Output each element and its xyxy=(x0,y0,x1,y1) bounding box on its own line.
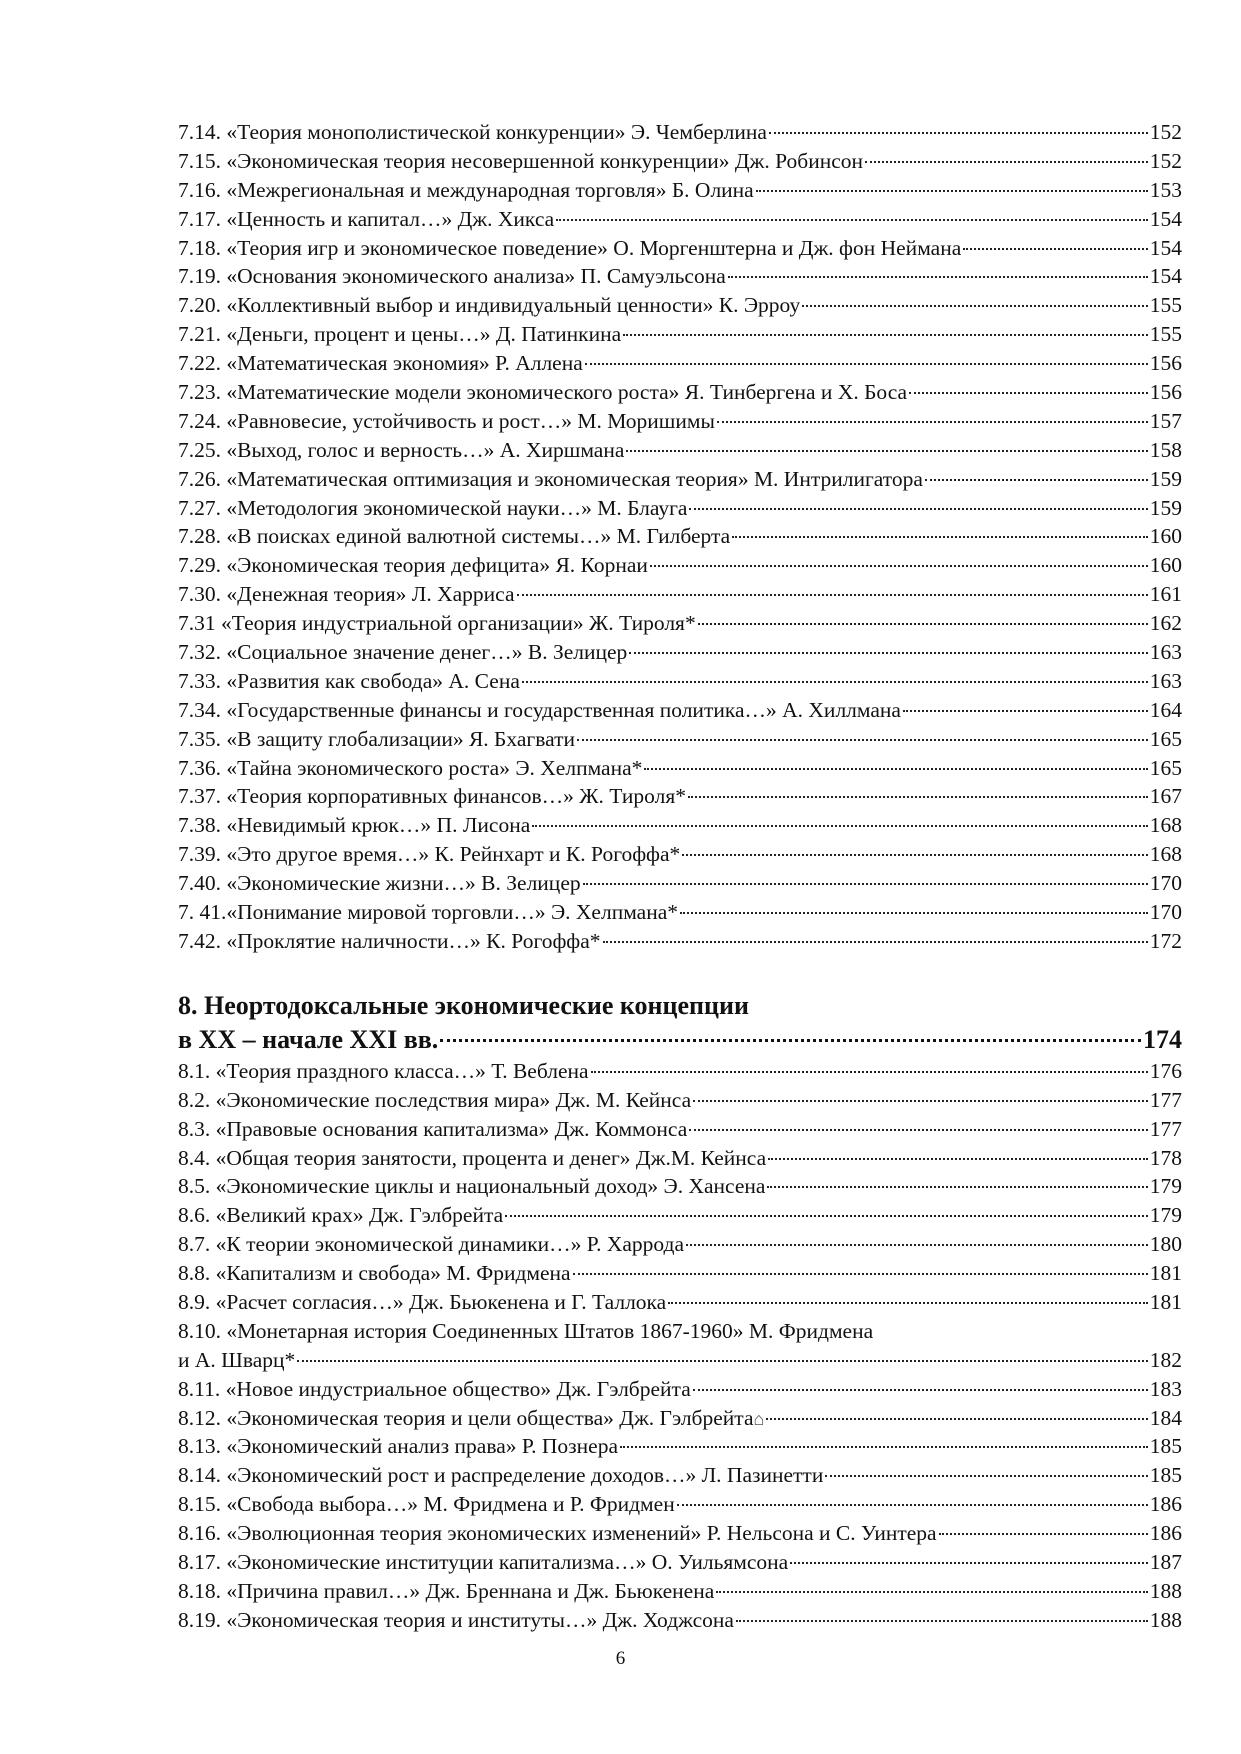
toc-entry-title: 7.31 «Теория индустриальной организации» Ж. Тироля* xyxy=(178,611,696,636)
dot-leader xyxy=(698,623,1148,625)
toc-entry-page: 157 xyxy=(1149,408,1182,433)
toc-entry xyxy=(178,580,1182,609)
toc-entry-page: 179 xyxy=(1149,1174,1182,1199)
dot-leader xyxy=(517,594,1148,596)
toc-entry-page: 185 xyxy=(1149,1463,1182,1488)
toc-entry xyxy=(178,840,1182,869)
toc-entry xyxy=(178,1259,1182,1288)
toc-entry-title: 7.23. «Математические модели экономического роста» Я. Тинбергена и Х. Боса xyxy=(178,380,908,405)
dot-leader xyxy=(693,1100,1148,1102)
toc-entry-title: 8.4. «Общая теория занятости, процента и денег» Дж.М. Кейнса xyxy=(178,1145,767,1170)
toc-entry-page: 163 xyxy=(1149,640,1182,665)
dot-leader xyxy=(620,1446,1148,1448)
toc-entry-title: 7.29. «Экономическая теория дефицита» Я. Корнаи xyxy=(178,553,648,578)
toc-entry-title: 8.16. «Эволюционная теория экономических изменений» Р. Нельсона и С. Уинтера xyxy=(178,1521,937,1546)
toc-entry xyxy=(178,234,1182,263)
toc-entry-page: 153 xyxy=(1149,177,1182,202)
toc-entry xyxy=(178,609,1182,638)
toc-entry-8-10-line2 xyxy=(178,1346,1182,1375)
toc-entry-title: 7.39. «Это другое время…» К. Рейнхарт и К. Рогоффа* xyxy=(178,842,681,867)
dot-leader xyxy=(963,248,1148,250)
toc-entry-title: 7.24. «Равновесие, устойчивость и рост…» М. Моришимы xyxy=(178,408,715,433)
toc-entry xyxy=(178,1606,1182,1635)
toc-entry-8-11 xyxy=(178,1375,1182,1404)
toc-entry-title: 8.11. «Новое индустриальное общество» Дж. Гэлбрейта xyxy=(178,1376,691,1401)
toc-entry-title: 8.5. «Экономические циклы и национальный доход» Э. Хансена xyxy=(178,1174,766,1199)
table-of-contents xyxy=(178,118,1182,1635)
dot-leader xyxy=(767,1186,1147,1188)
toc-entry xyxy=(178,667,1182,696)
dot-leader xyxy=(790,1562,1148,1564)
dot-leader xyxy=(650,565,1148,567)
toc-entry-title: 8.6. «Великий крах» Дж. Гэлбрейта xyxy=(178,1203,504,1228)
toc-entry-title: 8.17. «Экономические институции капитализма…» О. Уильямсона xyxy=(178,1549,789,1574)
toc-entry-page: 170 xyxy=(1149,871,1182,896)
toc-entry xyxy=(178,1086,1182,1115)
toc-entry-page: 177 xyxy=(1149,1116,1182,1141)
dot-leader xyxy=(717,421,1148,423)
toc-entry-title: 7.35. «В защиту глобализации» Я. Бхагвати xyxy=(178,726,575,751)
toc-entry-page: 178 xyxy=(1149,1145,1182,1170)
toc-entry xyxy=(178,436,1182,465)
toc-entry-title: 8.8. «Капитализм и свобода» М. Фридмена xyxy=(178,1261,571,1286)
toc-entry-title: 7.34. «Государственные финансы и государственная политика…» А. Хиллмана xyxy=(178,697,901,722)
toc-entry-title: 7.22. «Математическая экономия» Р. Аллена xyxy=(178,351,583,376)
toc-entry-page: 156 xyxy=(1149,380,1182,405)
toc-entry-title: 7.32. «Социальное значение денег…» В. Зелицер xyxy=(178,640,628,665)
toc-entry xyxy=(178,1230,1182,1259)
toc-entry-page: 154 xyxy=(1149,235,1182,260)
toc-entry-title: 8.10. «Монетарная история Соединенных Штатов 1867-1960» М. Фридмена xyxy=(178,1318,874,1343)
toc-entry-title: 7.18. «Теория игр и экономическое поведение» О. Моргенштерна и Дж. фон Неймана xyxy=(178,235,962,260)
section-8-heading xyxy=(178,989,1182,1057)
dot-leader xyxy=(556,219,1148,221)
dot-leader xyxy=(769,132,1148,134)
toc-entry-page: 185 xyxy=(1149,1434,1182,1459)
toc-entry-page: 165 xyxy=(1149,755,1182,780)
toc-entry-page: 152 xyxy=(1149,148,1182,173)
toc-entry-page: 184 xyxy=(1149,1405,1182,1430)
toc-entry-title: 7.40. «Экономические жизни…» В. Зелицер xyxy=(178,871,581,896)
toc-entry-title: 8.1. «Теория праздного класса…» Т. Веблена xyxy=(178,1058,589,1083)
dot-leader xyxy=(440,1039,1141,1042)
toc-entry-title: 8.9. «Расчет согласия…» Дж. Бьюкенена и Г. Таллока xyxy=(178,1289,667,1314)
toc-entry xyxy=(178,1115,1182,1144)
toc-entry xyxy=(178,1288,1182,1317)
dot-leader xyxy=(716,1591,1147,1593)
dot-leader xyxy=(825,1475,1147,1477)
toc-entry-title: 7.14. «Теория монополистической конкуренции» Э. Чемберлина xyxy=(178,120,767,144)
toc-entry-page: 156 xyxy=(1149,351,1182,376)
toc-entry-title: 7.26. «Математическая оптимизация и экономическая теория» М. Интрилигатора xyxy=(178,466,923,491)
toc-entry-page: 187 xyxy=(1149,1549,1182,1574)
toc-entry-title-text: 8.12. «Экономическая теория и цели общества» Дж. Гэлбрейта xyxy=(178,1405,754,1430)
toc-entry-title: 7.21. «Деньги, процент и цены…» Д. Патинкина xyxy=(178,322,622,347)
dot-leader xyxy=(903,710,1148,712)
dot-leader xyxy=(728,276,1148,278)
toc-entry xyxy=(178,522,1182,551)
toc-entry-page: 155 xyxy=(1149,293,1182,318)
toc-entry-title: и А. Шварц* xyxy=(178,1347,296,1372)
toc-entry-page: 181 xyxy=(1149,1261,1182,1286)
toc-entry xyxy=(178,927,1182,956)
toc-entry-page: 163 xyxy=(1149,668,1182,693)
section-7-entries xyxy=(178,118,1182,956)
toc-entry xyxy=(178,1577,1182,1606)
dot-leader xyxy=(577,739,1148,741)
dot-leader xyxy=(677,1504,1148,1506)
section-8-entries-b xyxy=(178,1432,1182,1634)
toc-entry-8-10-line1 xyxy=(178,1317,1182,1346)
page-number: 6 xyxy=(615,1648,626,1669)
toc-entry-title: 7.16. «Межрегиональная и международная торговля» Б. Олина xyxy=(178,177,754,202)
dot-leader xyxy=(686,1244,1148,1246)
toc-entry-title: 7.15. «Экономическая теория несовершенной конкуренции» Дж. Робинсон xyxy=(178,148,864,173)
toc-entry-page: 172 xyxy=(1149,928,1182,953)
dot-leader xyxy=(680,912,1148,914)
toc-entry-page: 179 xyxy=(1149,1203,1182,1228)
toc-entry xyxy=(178,1548,1182,1577)
toc-entry-page: 183 xyxy=(1149,1376,1182,1401)
toc-entry-page: 177 xyxy=(1149,1087,1182,1112)
toc-entry-page: 186 xyxy=(1149,1492,1182,1517)
toc-entry-title: 8.18. «Причина правил…» Дж. Бреннана и Дж. Бьюкенена xyxy=(178,1578,715,1603)
toc-entry-page: 154 xyxy=(1149,264,1182,289)
toc-entry xyxy=(178,1201,1182,1230)
toc-entry-page: 160 xyxy=(1149,553,1182,578)
dot-leader xyxy=(682,854,1147,856)
dot-leader xyxy=(693,1389,1148,1391)
toc-entry-page: 162 xyxy=(1149,611,1182,636)
toc-entry-title: 7.20. «Коллективный выбор и индивидуальный ценности» К. Эрроу xyxy=(178,293,801,318)
toc-entry-title: 7.25. «Выход, голос и верность…» А. Хиршмана xyxy=(178,437,625,462)
toc-entry xyxy=(178,262,1182,291)
toc-entry xyxy=(178,349,1182,378)
toc-entry xyxy=(178,782,1182,811)
toc-entry xyxy=(178,378,1182,407)
toc-entry xyxy=(178,1057,1182,1086)
dot-leader xyxy=(623,334,1148,336)
toc-entry-page: 164 xyxy=(1149,697,1182,722)
toc-entry xyxy=(178,1490,1182,1519)
dot-leader xyxy=(939,1533,1148,1535)
toc-entry xyxy=(178,205,1182,234)
toc-entry-title: 7.38. «Невидимый крюк…» П. Лисона xyxy=(178,813,531,838)
toc-entry-page: 159 xyxy=(1149,495,1182,520)
toc-entry-title xyxy=(178,1404,764,1433)
toc-entry xyxy=(178,754,1182,783)
dot-leader xyxy=(626,450,1147,452)
dot-leader xyxy=(925,479,1148,481)
toc-entry xyxy=(178,1519,1182,1548)
section-8-heading-page: 174 xyxy=(1143,1024,1182,1054)
toc-entry-page: 186 xyxy=(1149,1521,1182,1546)
toc-entry-title: 8.15. «Свобода выбора…» М. Фридмена и Р. Фридмен xyxy=(178,1492,675,1517)
dot-leader xyxy=(297,1360,1147,1362)
dot-leader xyxy=(644,768,1147,770)
toc-entry-page: 154 xyxy=(1149,206,1182,231)
toc-entry-8-12 xyxy=(178,1404,1182,1433)
toc-entry xyxy=(178,696,1182,725)
toc-entry xyxy=(178,1172,1182,1201)
toc-entry xyxy=(178,725,1182,754)
dot-leader xyxy=(522,681,1148,683)
toc-entry-title: 7.36. «Тайна экономического роста» Э. Хелпмана* xyxy=(178,755,643,780)
toc-entry xyxy=(178,407,1182,436)
toc-entry-page: 161 xyxy=(1149,582,1182,607)
toc-entry-page: 168 xyxy=(1149,842,1182,867)
toc-entry-page: 180 xyxy=(1149,1232,1182,1257)
toc-entry-title: 7.42. «Проклятие наличности…» К. Рогоффа* xyxy=(178,928,601,953)
dot-leader xyxy=(603,941,1148,943)
section-8-heading-line2-row xyxy=(178,1023,1182,1057)
section-8-heading-line2: в ХХ – начале ХХI вв. xyxy=(178,1024,439,1054)
toc-entry-title: 7.19. «Основания экономического анализа» П. Самуэльсона xyxy=(178,264,726,289)
dot-leader xyxy=(689,508,1147,510)
toc-entry xyxy=(178,176,1182,205)
toc-entry-page: 170 xyxy=(1149,900,1182,925)
dot-leader xyxy=(585,363,1148,365)
toc-entry-title: 8.13. «Экономический анализ права» Р. Познера xyxy=(178,1434,618,1459)
toc-entry xyxy=(178,465,1182,494)
toc-entry-page: 160 xyxy=(1149,524,1182,549)
toc-entry-title: 8.19. «Экономическая теория и институты…» Дж. Ходжсона xyxy=(178,1607,734,1632)
toc-entry-page: 167 xyxy=(1149,784,1182,809)
toc-entry-title: 8.3. «Правовые основания капитализма» Дж. Коммонса xyxy=(178,1116,688,1141)
toc-entry-title: 7.17. «Ценность и капитал…» Дж. Хикса xyxy=(178,206,555,231)
toc-entry xyxy=(178,638,1182,667)
toc-entry-title: 8.14. «Экономический рост и распределение доходов…» Л. Пазинетти xyxy=(178,1463,824,1488)
toc-entry xyxy=(178,869,1182,898)
toc-entry xyxy=(178,898,1182,927)
toc-entry-page: 158 xyxy=(1149,437,1182,462)
toc-entry-page: 168 xyxy=(1149,813,1182,838)
dot-leader xyxy=(756,190,1148,192)
toc-entry-page: 181 xyxy=(1149,1289,1182,1314)
toc-entry xyxy=(178,118,1182,147)
dot-leader xyxy=(591,1071,1148,1073)
dot-leader xyxy=(766,1418,1147,1420)
toc-entry-title: 7.27. «Методология экономической науки…» М. Блауга xyxy=(178,495,688,520)
toc-entry xyxy=(178,551,1182,580)
dot-leader xyxy=(736,1620,1148,1622)
toc-entry xyxy=(178,811,1182,840)
toc-entry-title: 7. 41.«Понимание мировой торговли…» Э. Хелпмана* xyxy=(178,900,679,925)
dot-leader xyxy=(629,652,1147,654)
dot-leader xyxy=(689,1129,1147,1131)
building-symbol-icon: ⌂ xyxy=(753,1408,765,1429)
dot-leader xyxy=(532,825,1147,827)
section-8-heading-line1: 8. Неортодоксальные экономические концепции xyxy=(178,990,749,1020)
dot-leader xyxy=(688,796,1148,798)
toc-entry-title: 8.2. «Экономические последствия мира» Дж. М. Кейнса xyxy=(178,1087,692,1112)
dot-leader xyxy=(865,161,1148,163)
toc-entry xyxy=(178,147,1182,176)
toc-entry-page: 188 xyxy=(1149,1607,1182,1632)
dot-leader xyxy=(802,305,1148,307)
toc-entry-title: 8.7. «К теории экономической динамики…» Р. Харрода xyxy=(178,1232,685,1257)
dot-leader xyxy=(909,392,1148,394)
toc-entry xyxy=(178,1432,1182,1461)
toc-entry-page: 182 xyxy=(1149,1347,1182,1372)
dot-leader xyxy=(583,883,1148,885)
toc-entry xyxy=(178,1461,1182,1490)
section-8-entries-a xyxy=(178,1057,1182,1317)
toc-entry-page: 176 xyxy=(1149,1058,1182,1083)
dot-leader xyxy=(573,1273,1148,1275)
dot-leader xyxy=(668,1302,1148,1304)
dot-leader xyxy=(505,1215,1148,1217)
toc-entry-title: 7.33. «Развития как свобода» А. Сена xyxy=(178,668,520,693)
toc-entry-title: 7.30. «Денежная теория» Л. Харриса xyxy=(178,582,515,607)
toc-entry-page: 152 xyxy=(1149,120,1182,144)
toc-entry xyxy=(178,320,1182,349)
toc-entry xyxy=(178,291,1182,320)
toc-entry-page: 165 xyxy=(1149,726,1182,751)
toc-entry-page: 159 xyxy=(1149,466,1182,491)
toc-entry-title: 7.37. «Теория корпоративных финансов…» Ж. Тироля* xyxy=(178,784,686,809)
dot-leader xyxy=(768,1158,1148,1160)
toc-entry-page: 188 xyxy=(1149,1578,1182,1603)
toc-entry xyxy=(178,1144,1182,1173)
dot-leader xyxy=(732,536,1148,538)
toc-entry xyxy=(178,494,1182,523)
toc-entry-page: 155 xyxy=(1149,322,1182,347)
toc-entry-title: 7.28. «В поисках единой валютной системы…» М. Гилберта xyxy=(178,524,731,549)
